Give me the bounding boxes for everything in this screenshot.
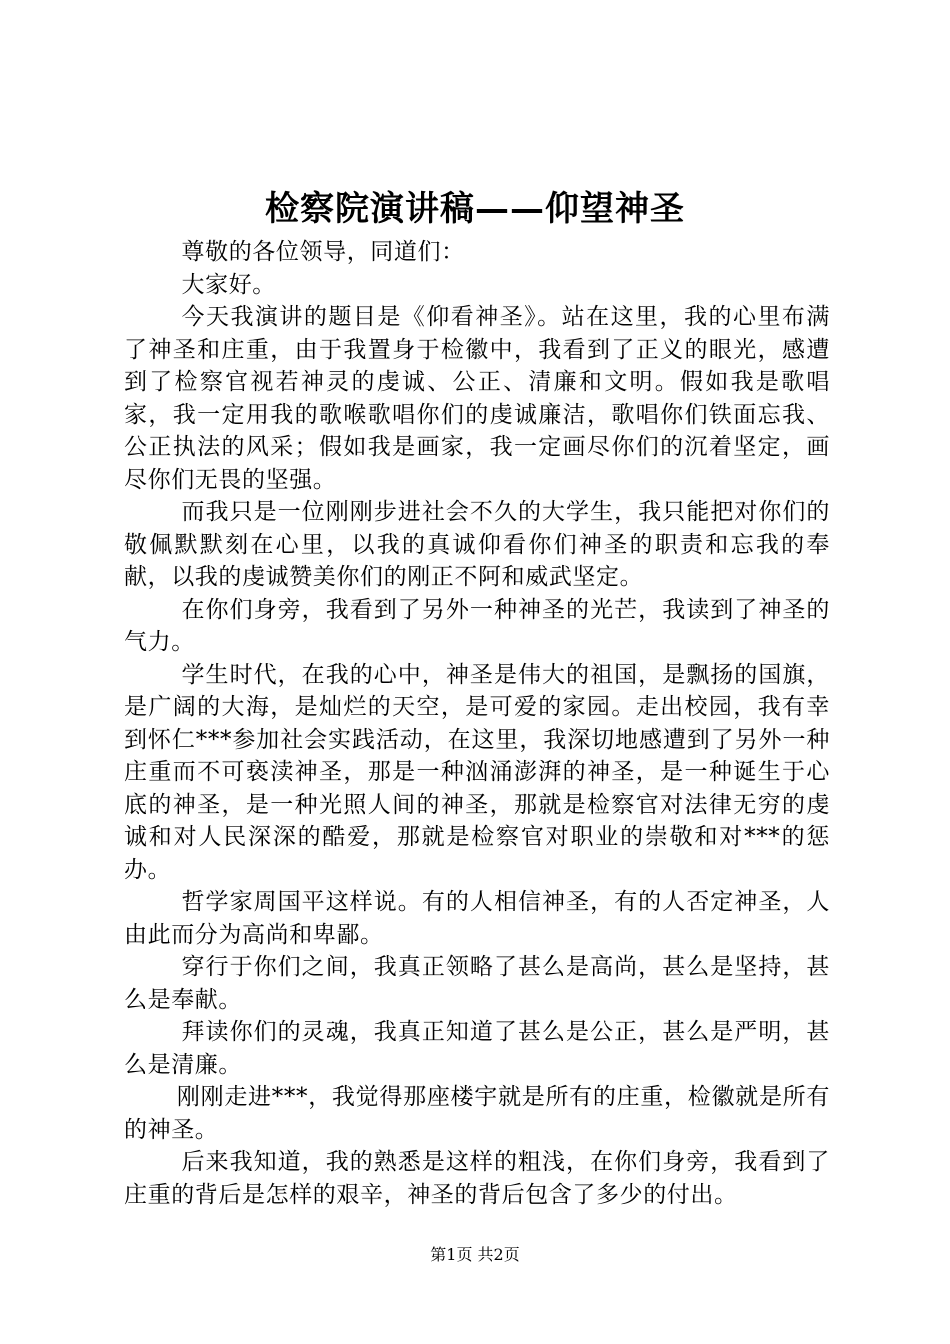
document-title: 检察院演讲稿——仰望神圣	[265, 189, 685, 229]
paragraph: 刚刚走进***，我觉得那座楼宇就是所有的庄重，检徽就是所有的神圣。	[124, 1084, 830, 1143]
paragraph: 哲学家周国平这样说。有的人相信神圣，有的人否定神圣，人由此而分为高尚和卑鄙。	[124, 889, 830, 948]
paragraph: 穿行于你们之间，我真正领略了甚么是高尚，甚么是坚持，甚么是奉献。	[124, 954, 830, 1013]
paragraph: 后来我知道，我的熟悉是这样的粗浅，在你们身旁，我看到了庄重的背后是怎样的艰辛，神圣的背后包含了多少的付出。	[124, 1149, 830, 1208]
paragraph: 在你们身旁，我看到了另外一种神圣的光芒，我读到了神圣的气力。	[124, 596, 830, 655]
paragraph-hello: 大家好。	[181, 271, 276, 298]
page-number: 第1页 共2页	[430, 1245, 520, 1264]
paragraph-greeting: 尊敬的各位领导，同道们：	[181, 239, 465, 265]
paragraph: 学生时代，在我的心中，神圣是伟大的祖国，是飘扬的国旗，是广阔的大海，是灿烂的天空，是可爱的家园。走出校园，我有幸到怀仁***参加社会实践活动，在这里，我深切地感遭到了另外一种庄重而不可亵渎神圣，那是一种汹涌澎湃的神圣，是一种诞生于心底的神圣，是一种光照人间的神圣，那就是检察官对法律无穷的虔诚和对人民深深的酷爱，那就是检察官对职业的崇敬和对***的惩办。	[124, 661, 830, 883]
paragraph: 拜读你们的灵魂，我真正知道了甚么是公正，甚么是严明，甚么是清廉。	[124, 1019, 830, 1078]
paragraph: 而我只是一位刚刚步进社会不久的大学生，我只能把对你们的敬佩默默刻在心里，以我的真诚仰看你们神圣的职责和忘我的奉献，以我的虔诚赞美你们的刚正不阿和威武坚定。	[124, 499, 830, 590]
document-body	[124, 236, 830, 1211]
paragraph: 今天我演讲的题目是《仰看神圣》。站在这里，我的心里布满了神圣和庄重，由于我置身于检徽中，我看到了正义的眼光，感遭到了检察官视若神灵的虔诚、公正、清廉和文明。假如我是歌唱家，我一定用我的歌喉歌唱你们的虔诚廉洁，歌唱你们铁面忘我、公正执法的风采；假如我是画家，我一定画尽你们的沉着坚定，画尽你们无畏的坚强。	[124, 304, 830, 493]
